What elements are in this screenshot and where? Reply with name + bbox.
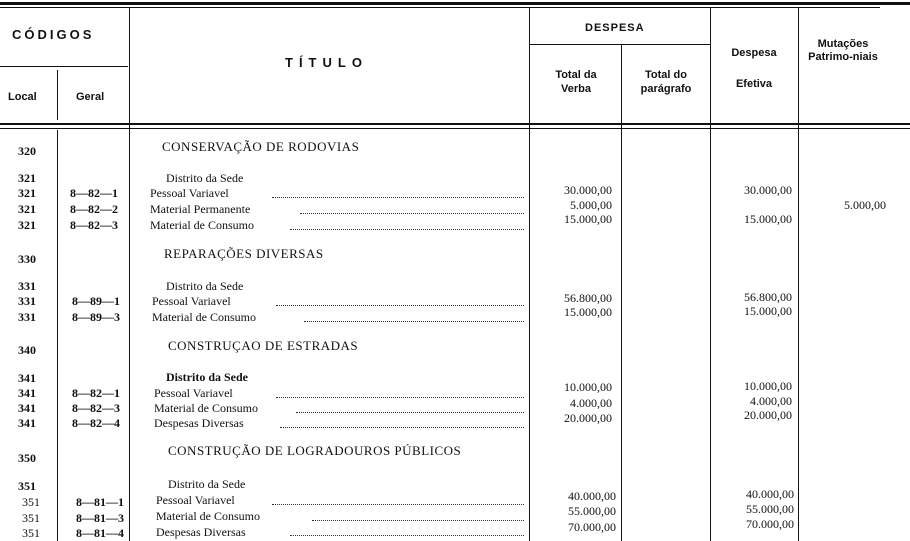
- sub-title: Distrito da Sede: [168, 477, 246, 491]
- section-code: 330: [18, 252, 36, 266]
- leader-dots: [300, 213, 524, 214]
- row-efetiva: 15.000,00: [744, 304, 792, 318]
- header-codigos: CÓDIGOS: [12, 27, 95, 42]
- row-mutacoes: 5.000,00: [844, 198, 886, 212]
- row-local: 321: [18, 202, 36, 216]
- row-geral: 8—82—1: [70, 186, 118, 200]
- header-total-paragrafo: Total do parágrafo: [640, 69, 692, 95]
- row-verba: 56.800,00: [564, 291, 612, 305]
- row-verba: 40.000,00: [568, 489, 616, 503]
- sub-code: 341: [18, 371, 36, 385]
- row-verba: 15.000,00: [564, 305, 612, 319]
- row-efetiva: 10.000,00: [744, 379, 792, 393]
- row-efetiva: 15.000,00: [744, 212, 792, 226]
- section-title: CONSTRUÇÃO DE LOGRADOUROS PÚBLICOS: [168, 443, 462, 458]
- section-code: 350: [18, 451, 36, 465]
- row-label: Material de Consumo: [150, 218, 254, 232]
- row-label: Despesas Diversas: [156, 525, 246, 539]
- row-local: 341: [18, 386, 36, 400]
- row-efetiva: 30.000,00: [744, 183, 792, 197]
- row-local: 321: [18, 186, 36, 200]
- leader-dots: [290, 229, 524, 230]
- header-titulo: TÍTULO: [285, 55, 368, 70]
- row-geral: 8—82—1: [72, 386, 120, 400]
- sub-title: Distrito da Sede: [166, 171, 244, 185]
- leader-dots: [296, 412, 524, 413]
- row-verba: 20.000,00: [564, 411, 612, 425]
- row-verba: 10.000,00: [564, 380, 612, 394]
- section-title: CONSTRUÇAO DE ESTRADAS: [168, 338, 359, 353]
- col-sep-local-header: [57, 70, 58, 120]
- row-verba: 5.000,00: [570, 198, 612, 212]
- row-local: 341: [18, 401, 36, 415]
- sub-code: 321: [18, 171, 36, 185]
- row-label: Material de Consumo: [152, 310, 256, 324]
- col-sep-paragrafo: [710, 8, 711, 541]
- col-sep-efetiva: [798, 8, 799, 541]
- leader-dots: [290, 535, 524, 536]
- row-geral: 8—82—2: [70, 202, 118, 216]
- row-label: Pessoal Variavel: [154, 386, 233, 400]
- top-rule-thin: [0, 7, 880, 8]
- row-efetiva: 20.000,00: [744, 408, 792, 422]
- row-verba: 30.000,00: [564, 183, 612, 197]
- col-sep-local: [57, 130, 58, 541]
- sub-code: 351: [18, 479, 36, 493]
- row-local: 331: [18, 294, 36, 308]
- row-local: 351: [22, 526, 40, 540]
- row-verba: 70.000,00: [568, 520, 616, 534]
- section-code: 340: [18, 343, 36, 357]
- row-geral: 8—82—3: [70, 218, 118, 232]
- leader-dots: [272, 197, 524, 198]
- leader-dots: [276, 397, 524, 398]
- header-total-verba: Total da Verba: [555, 69, 597, 95]
- despesa-rule: [530, 44, 710, 45]
- row-verba: 15.000,00: [564, 212, 612, 226]
- row-label: Pessoal Variavel: [152, 294, 231, 308]
- sub-title: Distrito da Sede: [166, 279, 244, 293]
- header-geral: Geral: [76, 91, 105, 103]
- col-sep-titulo: [529, 8, 530, 541]
- leader-dots: [312, 520, 524, 521]
- row-geral: 8—81—3: [76, 511, 124, 525]
- leader-dots: [280, 427, 524, 428]
- header-bottom-rule: [0, 123, 910, 125]
- header-despesa-efetiva: Despesa Efetiva: [731, 47, 777, 90]
- row-geral: 8—89—1: [72, 294, 120, 308]
- leader-dots: [304, 321, 524, 322]
- row-label: Pessoal Variavel: [156, 493, 235, 507]
- row-local: 341: [18, 416, 36, 430]
- row-efetiva: 56.800,00: [744, 290, 792, 304]
- row-label: Material Permanente: [150, 202, 251, 216]
- row-label: Despesas Diversas: [154, 416, 244, 430]
- row-label: Material de Consumo: [154, 401, 258, 415]
- leader-dots: [276, 305, 524, 306]
- header-despesa: DESPESA: [585, 22, 645, 34]
- row-label: Material de Consumo: [156, 509, 260, 523]
- row-geral: 8—81—1: [76, 495, 124, 509]
- sub-code: 331: [18, 279, 36, 293]
- col-sep-verba: [621, 45, 622, 541]
- row-efetiva: 70.000,00: [746, 517, 794, 531]
- leader-dots: [272, 504, 524, 505]
- row-local: 321: [18, 218, 36, 232]
- sub-title: Distrito da Sede: [166, 370, 248, 384]
- row-local: 331: [18, 310, 36, 324]
- row-local: 351: [22, 495, 40, 509]
- row-verba: 55.000,00: [568, 504, 616, 518]
- col-sep-geral: [129, 8, 130, 541]
- codigos-rule: [0, 66, 128, 67]
- row-efetiva: 40.000,00: [746, 487, 794, 501]
- row-geral: 8—82—3: [72, 401, 120, 415]
- row-efetiva: 4.000,00: [750, 394, 792, 408]
- top-rule: [0, 2, 910, 5]
- row-local: 351: [22, 511, 40, 525]
- row-efetiva: 55.000,00: [746, 502, 794, 516]
- section-title: CONSERVAÇÃO DE RODOVIAS: [162, 139, 360, 154]
- row-geral: 8—81—4: [76, 526, 124, 540]
- section-title: REPARAÇÕES DIVERSAS: [164, 246, 324, 261]
- header-local: Local: [8, 91, 37, 103]
- header-mutacoes: Mutações Patrimo-niais: [808, 38, 878, 63]
- row-verba: 4.000,00: [570, 396, 612, 410]
- row-geral: 8—82—4: [72, 416, 120, 430]
- header-bottom-rule-thin: [0, 128, 910, 129]
- row-geral: 8—89—3: [72, 310, 120, 324]
- section-code: 320: [18, 144, 36, 158]
- row-label: Pessoal Variavel: [150, 186, 229, 200]
